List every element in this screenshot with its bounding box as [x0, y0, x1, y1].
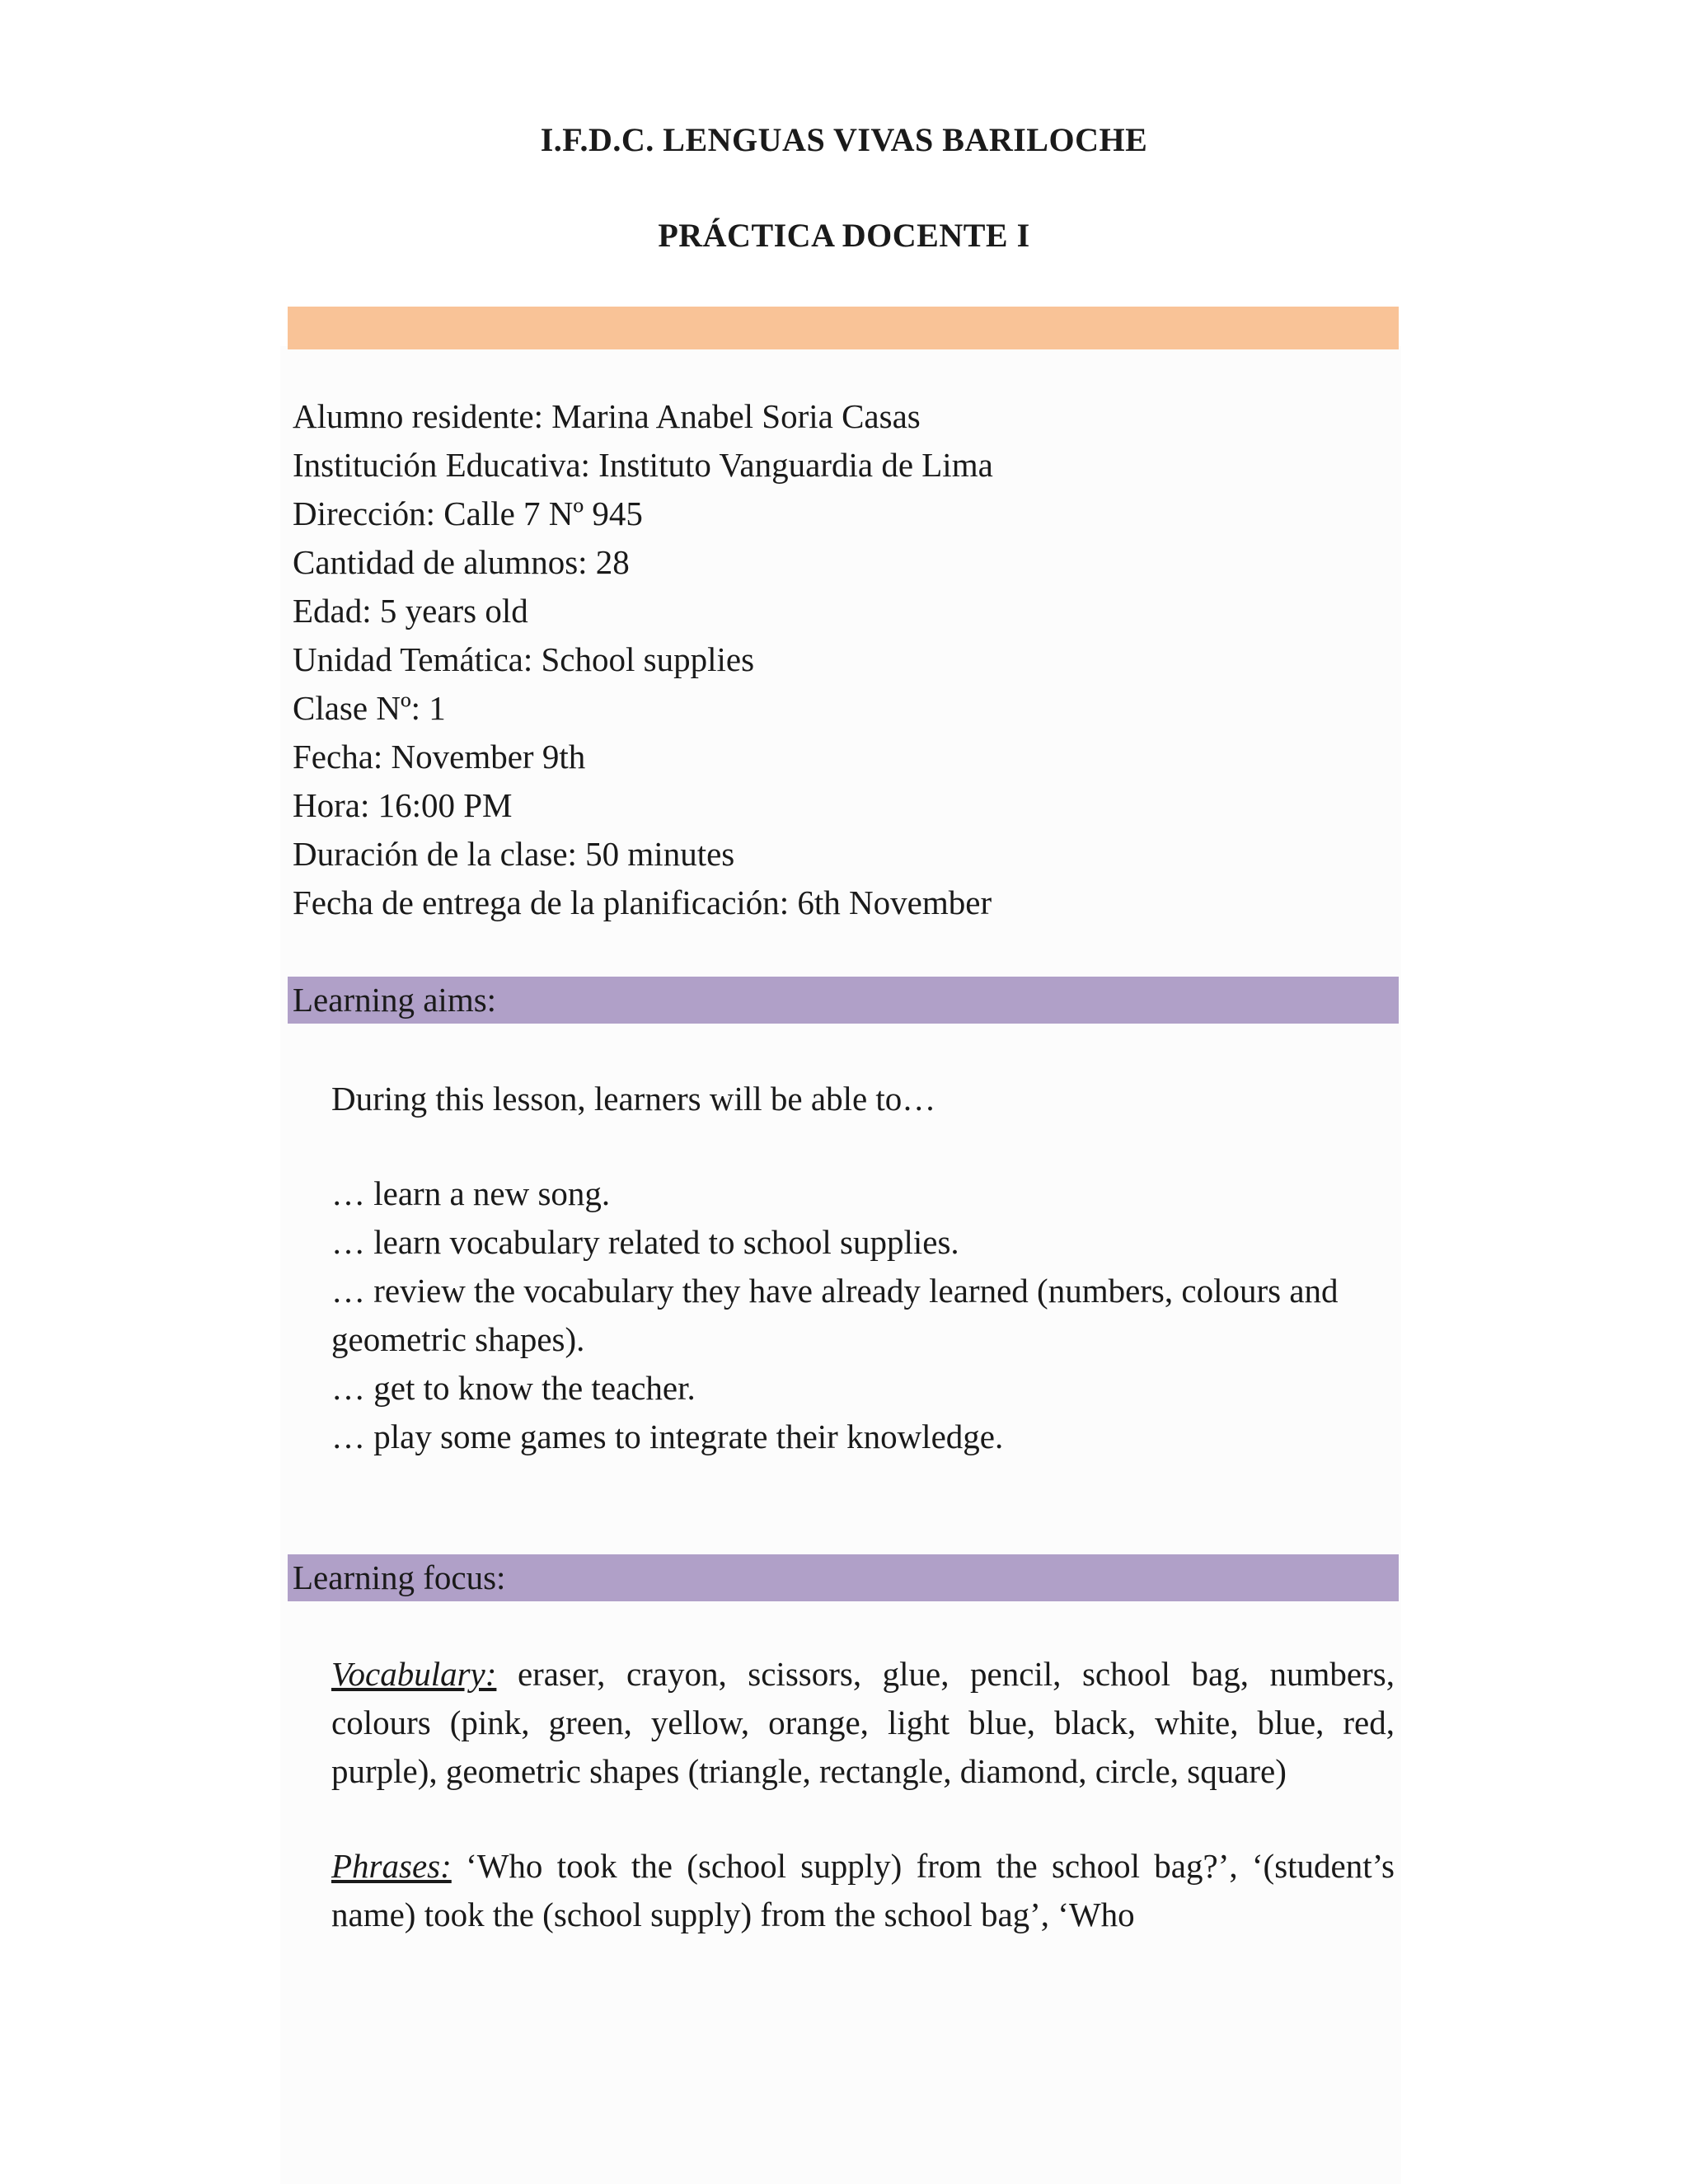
class-info-list [293, 392, 1389, 927]
info-institution: Institución Educativa: Instituto Vanguardia de Lima [293, 446, 993, 484]
aims-item: … review the vocabulary they have already learned (numbers, colours and geometric shapes). [331, 1272, 1339, 1358]
info-student: Alumno residente: Marina Anabel Soria Casas [293, 397, 921, 435]
aims-item: … learn a new song. [331, 1174, 611, 1212]
vocabulary-label: Vocabulary: [331, 1655, 497, 1693]
phrases-paragraph [331, 1842, 1395, 1939]
learning-aims-heading: Learning aims: [288, 977, 1399, 1024]
info-duration: Duración de la clase: 50 minutes [293, 835, 735, 873]
info-student-count: Cantidad de alumnos: 28 [293, 543, 630, 581]
aims-intro: During this lesson, learners will be able to… [331, 1080, 936, 1118]
info-date: Fecha: November 9th [293, 738, 586, 776]
info-address: Dirección: Calle 7 Nº 945 [293, 494, 643, 532]
aims-item: … learn vocabulary related to school supplies. [331, 1223, 959, 1261]
learning-focus-heading: Learning focus: [288, 1554, 1399, 1601]
learning-aims-content [331, 1075, 1395, 1461]
aims-item: … play some games to integrate their knowledge. [331, 1418, 1004, 1455]
vocabulary-paragraph [331, 1650, 1395, 1796]
info-time: Hora: 16:00 PM [293, 786, 513, 824]
vocabulary-text: eraser, crayon, scissors, glue, pencil, school bag, numbers, colours (pink, green, yellow, orange, light blue, black, white, blue, red, purple), geometric shapes (triangle, rectangle, diamond, circle, square) [331, 1655, 1395, 1790]
info-class-number: Clase Nº: 1 [293, 689, 446, 727]
phrases-text: ‘Who took the (school supply) from the school bag?’, ‘(student’s name) took the (school supply) from the school bag’, ‘Who [331, 1847, 1395, 1933]
info-age: Edad: 5 years old [293, 592, 528, 630]
learning-focus-content [331, 1650, 1395, 1985]
aims-item: … get to know the teacher. [331, 1369, 696, 1407]
info-unit: Unidad Temática: School supplies [293, 640, 755, 678]
orange-divider-bar [288, 307, 1399, 349]
phrases-label: Phrases: [331, 1847, 452, 1885]
course-title: PRÁCTICA DOCENTE I [658, 217, 1030, 254]
institution-title: I.F.D.C. LENGUAS VIVAS BARILOCHE [540, 121, 1148, 158]
info-delivery-date: Fecha de entrega de la planificación: 6th November [293, 883, 992, 921]
